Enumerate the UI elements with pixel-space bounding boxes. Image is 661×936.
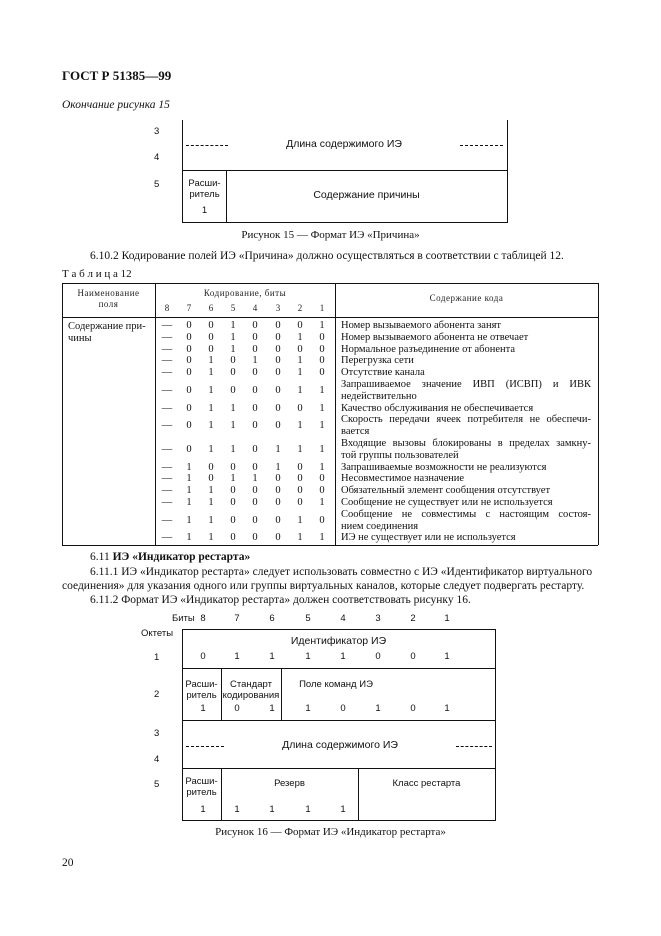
bit-value: 1	[375, 703, 381, 714]
bit-value: 1	[305, 651, 311, 662]
bit-value: 0	[186, 443, 192, 455]
bit-value: 0	[252, 461, 258, 473]
extension-label: ритель	[186, 690, 217, 701]
bit-value: 1	[208, 367, 214, 379]
table-col-divider	[335, 283, 336, 545]
bit-number: 7	[234, 613, 240, 624]
coding-standard-label: Стандарт	[230, 679, 272, 690]
bit-header: 6	[208, 303, 214, 313]
section-title: ИЭ «Индикатор рестарта»	[112, 551, 251, 563]
bit-value: 0	[252, 367, 258, 379]
code-description: недействительно	[341, 390, 417, 402]
code-description: Несовместимое назначение	[341, 473, 465, 485]
bit-value: 0	[186, 402, 192, 414]
bit-value: 0	[297, 473, 303, 485]
bit-value: 0	[208, 331, 214, 343]
code-description: Сообщение не совместимы с настоящим состоя-	[341, 508, 591, 520]
bit-value: 1	[252, 355, 258, 367]
bit-value: —	[161, 473, 173, 485]
bit-value: 1	[275, 461, 281, 473]
bit-value: 1	[444, 651, 450, 662]
bit-value: —	[161, 497, 173, 508]
extension-label: Расши-	[188, 178, 221, 189]
bit-value: —	[161, 331, 173, 343]
bit-value: 0	[252, 420, 258, 432]
bit-value: 0	[275, 384, 281, 396]
code-description: Запрашиваемое значение ИВП (ИСВП) и ИВК	[341, 379, 591, 390]
bit-value: 0	[319, 485, 325, 497]
bit-value: 0	[275, 355, 281, 367]
bit-value: 0	[230, 384, 236, 396]
bit-value: 0	[275, 343, 281, 355]
bit-value: 1	[340, 651, 346, 662]
bit-value: 0	[297, 461, 303, 473]
bit-value: 1	[340, 804, 346, 815]
octet-label: 3	[154, 728, 160, 739]
dashed-line	[186, 145, 228, 146]
bit-value: —	[161, 355, 173, 367]
bit-value: 0	[200, 651, 206, 662]
bit-value: 1	[297, 384, 303, 396]
bit-value: 1	[319, 532, 325, 544]
table-header-divider	[62, 317, 598, 318]
octet-label: 5	[154, 779, 160, 790]
bit-value: 0	[319, 514, 325, 526]
bit-value: 0	[252, 320, 258, 331]
bit-header: 3	[275, 303, 281, 313]
bit-value: 0	[252, 485, 258, 497]
bit-value: 0	[186, 343, 192, 355]
bit-value: 1	[230, 331, 236, 343]
code-description: Номер вызываемого абонента занят	[341, 320, 501, 331]
paragraph-6-10-2: 6.10.2 Кодирование полей ИЭ «Причина» должно осуществляться в соответствии с таблицей 12.	[90, 250, 564, 262]
paragraph-6-11-1: 6.11.1 ИЭ «Индикатор рестарта» следует использовать совместно с ИЭ «Идентификатор виртуального	[90, 566, 593, 578]
bit-value: 1	[297, 420, 303, 432]
extension-value: 1	[201, 205, 208, 216]
code-description: ИЭ не существует или не используется	[341, 532, 516, 544]
bit-value: 0	[275, 331, 281, 343]
bit-header: 7	[186, 303, 192, 313]
bit-value: 1	[269, 703, 275, 714]
bit-number: 1	[444, 613, 450, 624]
bit-value: 1	[297, 443, 303, 455]
column-header: Наименование	[77, 288, 140, 298]
row-divider	[182, 170, 507, 171]
bit-value: 0	[230, 485, 236, 497]
code-description: Перегрузка сети	[341, 355, 414, 367]
bit-value: 1	[208, 497, 214, 508]
bit-value: —	[161, 514, 173, 526]
frame-right	[495, 629, 496, 820]
code-description: Отсутствие канала	[341, 367, 425, 379]
octet-label: 4	[154, 152, 160, 163]
bit-value: —	[161, 320, 173, 331]
bit-value: 1	[230, 402, 236, 414]
bit-value: 1	[319, 384, 325, 396]
column-header: Содержание кода	[429, 293, 504, 303]
bit-number: 2	[410, 613, 416, 624]
bit-value: 1	[230, 343, 236, 355]
bit-value: 1	[200, 703, 206, 714]
bit-value: 0	[275, 514, 281, 526]
table-border-right	[598, 283, 599, 545]
bit-value: 1	[319, 420, 325, 432]
bit-value: —	[161, 402, 173, 414]
bit-value: 1	[319, 402, 325, 414]
code-description: Входящие вызовы блокированы в пределах замкну-	[341, 438, 591, 449]
table-title: Т а б л и ц а 12	[62, 268, 132, 280]
bit-value: —	[161, 532, 173, 544]
bit-value: 1	[230, 473, 236, 485]
bit-number: 8	[200, 613, 206, 624]
bit-value: 1	[230, 443, 236, 455]
bit-header: 5	[230, 303, 236, 313]
extension-label: Расши-	[185, 679, 218, 690]
code-description: Сообщение не существует или не используется	[341, 497, 553, 508]
column-header: Кодирование, биты	[203, 288, 287, 298]
bit-value: 0	[252, 384, 258, 396]
bit-value: 0	[230, 497, 236, 508]
bit-value: 0	[319, 355, 325, 367]
table-border-left	[62, 283, 63, 545]
column-header: поля	[98, 299, 119, 309]
bit-value: —	[161, 384, 173, 396]
code-description: Запрашиваемые возможности не реализуются	[341, 461, 547, 473]
bit-value: 0	[186, 367, 192, 379]
octet-label: 1	[154, 652, 160, 663]
bit-value: —	[161, 485, 173, 497]
bit-value: 0	[275, 485, 281, 497]
bit-value: 1	[319, 320, 325, 331]
bit-value: 1	[269, 651, 275, 662]
bit-value: 0	[208, 320, 214, 331]
bit-header: 1	[319, 303, 325, 313]
bit-value: 0	[275, 402, 281, 414]
content-length-label: Длина содержимого ИЭ	[282, 739, 398, 751]
bit-value: 0	[252, 497, 258, 508]
bit-value: 1	[186, 497, 192, 508]
bit-value: —	[161, 420, 173, 432]
bit-value: 0	[186, 331, 192, 343]
bit-value: 0	[319, 367, 325, 379]
bit-value: 1	[186, 473, 192, 485]
bit-value: 0	[252, 443, 258, 455]
octet-label: 2	[154, 689, 160, 700]
section-heading	[90, 551, 250, 563]
octet-label: 4	[154, 754, 160, 765]
dashed-line	[456, 746, 492, 747]
bit-value: —	[161, 367, 173, 379]
code-description: Скорость передачи ячеек потребителя не обеспечи-	[341, 414, 591, 426]
bit-value: 1	[208, 402, 214, 414]
bit-header: 2	[297, 303, 303, 313]
bit-value: 0	[234, 703, 240, 714]
bits-label: Биты	[172, 613, 195, 624]
row-divider	[182, 768, 495, 769]
bit-value: 1	[208, 443, 214, 455]
bit-value: 0	[230, 461, 236, 473]
code-description: Качество обслуживания не обеспечивается	[341, 402, 534, 414]
bit-value: 1	[208, 532, 214, 544]
bit-number: 5	[305, 613, 311, 624]
row-divider	[182, 720, 495, 721]
bit-value: 0	[275, 367, 281, 379]
bit-value: 1	[269, 804, 275, 815]
bit-number: 3	[375, 613, 381, 624]
bit-value: 0	[208, 343, 214, 355]
cell-divider	[221, 768, 222, 820]
bit-value: 1	[230, 420, 236, 432]
bit-header: 8	[164, 303, 170, 313]
paragraph-6-11-2: 6.11.2 Формат ИЭ «Индикатор рестарта» должен соответствовать рисунку 16.	[90, 594, 471, 606]
extension-label: ритель	[189, 189, 220, 200]
table-border-top	[62, 283, 598, 284]
bit-value: 0	[297, 485, 303, 497]
bit-value: 0	[208, 473, 214, 485]
bit-value: 1	[319, 497, 325, 508]
bit-value: 1	[234, 804, 240, 815]
bit-value: 0	[275, 532, 281, 544]
frame-right	[507, 120, 508, 223]
bit-value: 0	[297, 343, 303, 355]
section-number: 6.11	[90, 551, 110, 563]
figure-continued-caption: Окончание рисунка 15	[62, 99, 170, 111]
field-name: Содержание при-	[68, 321, 146, 332]
code-description: той группы пользователей	[341, 449, 459, 461]
row-divider	[182, 668, 495, 669]
bit-value: 0	[340, 703, 346, 714]
bit-value: 0	[186, 355, 192, 367]
bit-value: 1	[297, 355, 303, 367]
coding-standard-label: кодирования	[222, 690, 280, 701]
cell-divider	[281, 668, 282, 720]
bit-value: 0	[252, 514, 258, 526]
bit-value: 1	[319, 461, 325, 473]
bit-value: 1	[319, 443, 325, 455]
dashed-line	[460, 145, 503, 146]
bit-value: 0	[186, 384, 192, 396]
bit-value: 0	[275, 420, 281, 432]
bit-value: 1	[208, 514, 214, 526]
bit-value: 0	[252, 343, 258, 355]
extension-label: Расши-	[185, 776, 218, 787]
bit-value: 0	[319, 473, 325, 485]
bit-value: 0	[297, 320, 303, 331]
bit-header: 4	[252, 303, 258, 313]
octets-label: Октеты	[141, 628, 174, 639]
bit-value: 1	[208, 355, 214, 367]
bit-value: 0	[297, 497, 303, 508]
bit-number: 6	[269, 613, 275, 624]
bit-value: 1	[200, 804, 206, 815]
bit-value: 0	[252, 402, 258, 414]
table-col-divider	[155, 283, 156, 545]
restart-class-label: Класс рестарта	[392, 778, 461, 789]
bit-value: 1	[297, 331, 303, 343]
bit-value: 1	[186, 532, 192, 544]
bit-value: 0	[230, 355, 236, 367]
bit-value: —	[161, 461, 173, 473]
bit-value: 1	[208, 485, 214, 497]
bit-value: 0	[319, 331, 325, 343]
bit-value: 0	[275, 473, 281, 485]
cell-divider	[358, 768, 359, 820]
field-name: чины	[68, 333, 92, 344]
bit-value: 1	[208, 384, 214, 396]
figure-16-caption: Рисунок 16 — Формат ИЭ «Индикатор рестарта»	[215, 826, 446, 838]
page-number: 20	[62, 857, 74, 869]
code-description: Номер вызываемого абонента не отвечает	[341, 331, 529, 343]
bit-value: 0	[230, 514, 236, 526]
paragraph-6-11-1-cont: соединения» для указания одного или группы виртуальных каналов, которые следует подвергать рестарту.	[62, 580, 585, 592]
reason-content-label: Содержание причины	[313, 189, 420, 201]
content-length-label: Длина содержимого ИЭ	[286, 138, 402, 150]
command-field-label: Поле команд ИЭ	[299, 679, 373, 690]
octet-label: 3	[154, 126, 160, 137]
bit-value: 0	[319, 343, 325, 355]
frame-bottom	[182, 222, 508, 223]
code-description: вается	[341, 426, 370, 438]
bit-value: 1	[444, 703, 450, 714]
bit-value: 0	[297, 402, 303, 414]
bit-value: 0	[208, 461, 214, 473]
dashed-line	[186, 746, 224, 747]
bit-value: 1	[208, 420, 214, 432]
bit-value: 0	[375, 651, 381, 662]
bit-value: —	[161, 343, 173, 355]
bit-value: 0	[252, 532, 258, 544]
bit-value: 1	[186, 485, 192, 497]
bit-value: 1	[186, 514, 192, 526]
figure-15-caption: Рисунок 15 — Формат ИЭ «Причина»	[241, 229, 420, 241]
bit-value: 1	[305, 804, 311, 815]
code-description: Нормальное разъединение от абонента	[341, 343, 516, 355]
bit-value: 0	[186, 420, 192, 432]
bit-value: 0	[230, 532, 236, 544]
bit-value: 1	[297, 532, 303, 544]
bit-value: 1	[275, 443, 281, 455]
table-border-bottom	[62, 545, 598, 546]
bit-value: 0	[186, 320, 192, 331]
frame-bottom	[182, 820, 496, 821]
bit-value: 0	[275, 320, 281, 331]
bit-value: 0	[230, 367, 236, 379]
document-header: ГОСТ Р 51385—99	[62, 68, 172, 83]
bit-value: 0	[275, 497, 281, 508]
ie-identifier-label: Идентификатор ИЭ	[290, 635, 387, 647]
bit-value: 0	[252, 331, 258, 343]
frame-top	[182, 629, 495, 630]
bit-value: —	[161, 443, 173, 455]
bit-value: 1	[230, 320, 236, 331]
octet-label: 5	[154, 179, 160, 190]
bit-value: 1	[297, 514, 303, 526]
bit-value: 0	[410, 651, 416, 662]
bit-number: 4	[340, 613, 346, 624]
code-description: нием соединения	[341, 520, 419, 532]
bit-value: 1	[305, 703, 311, 714]
reserve-label: Резерв	[274, 778, 305, 789]
bit-value: 1	[186, 461, 192, 473]
bit-value: 1	[297, 367, 303, 379]
bit-value: 0	[410, 703, 416, 714]
code-description: Обязательный элемент сообщения отсутствует	[341, 485, 551, 497]
bit-value: 1	[252, 473, 258, 485]
extension-label: ритель	[186, 787, 217, 798]
bit-value: 1	[234, 651, 240, 662]
